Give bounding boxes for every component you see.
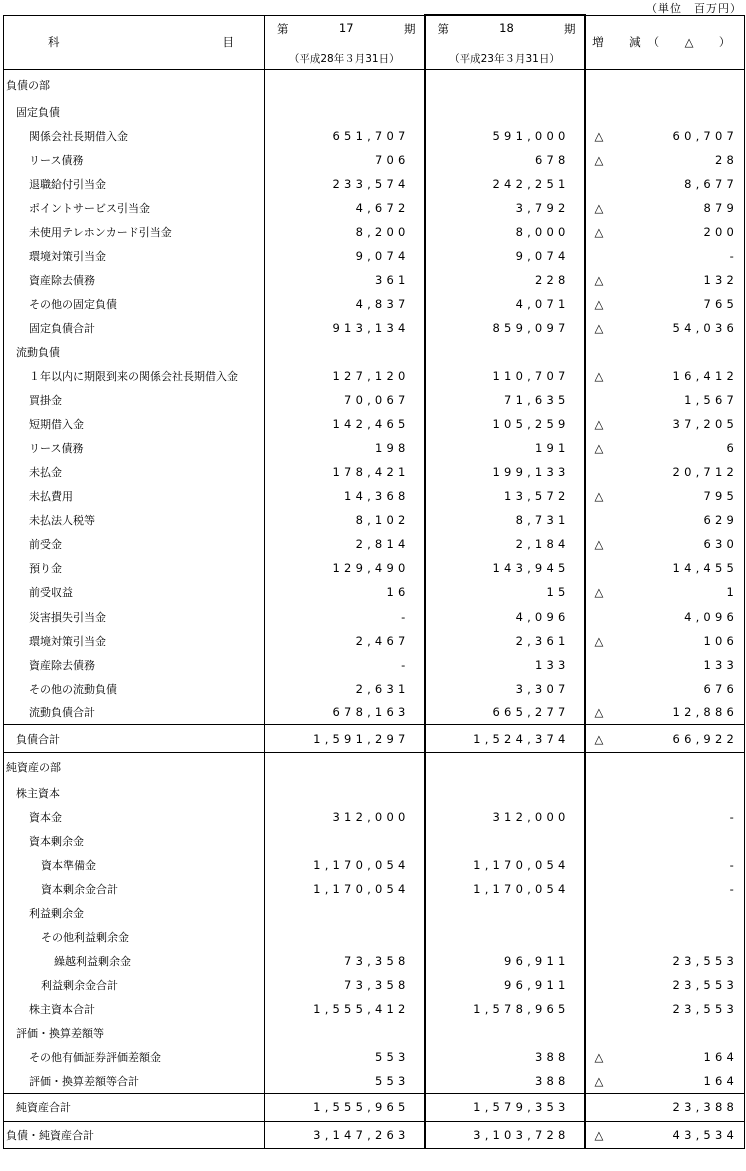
- header-period-18: [425, 15, 585, 70]
- table-row: [4, 70, 745, 100]
- change-amount: 20,712: [672, 465, 738, 480]
- header-p17-date: （平成28年３月31日）: [288, 52, 400, 65]
- decrease-mark: △: [594, 369, 604, 384]
- value-period-18: 228: [425, 268, 585, 292]
- row-label: 評価・換算差額等: [4, 1021, 265, 1045]
- change-amount: 23,388: [672, 1100, 738, 1115]
- value-period-17: 129,490: [265, 556, 425, 580]
- row-label: 負債・純資産合計: [4, 1121, 265, 1148]
- table-row: [4, 460, 745, 484]
- value-period-17: [265, 100, 425, 124]
- change-amount: 60,707: [672, 128, 738, 143]
- value-change: [585, 196, 745, 220]
- table-row: [4, 604, 745, 628]
- value-period-17: 73,358: [265, 949, 425, 973]
- value-period-17: 553: [265, 1069, 425, 1093]
- table-row: [4, 364, 745, 388]
- header-subject-right: 目: [222, 35, 234, 50]
- value-period-17: [265, 901, 425, 925]
- value-period-17: [265, 781, 425, 805]
- row-label: 買掛金: [4, 388, 265, 412]
- value-period-17: 2,631: [265, 677, 425, 701]
- row-label: 前受収益: [4, 580, 265, 604]
- value-change: [585, 100, 745, 124]
- change-amount: 200: [703, 224, 738, 239]
- value-period-18: [425, 925, 585, 949]
- decrease-mark: △: [594, 705, 604, 720]
- row-label: 退職給付引当金: [4, 172, 265, 196]
- table-row: [4, 677, 745, 701]
- header-p18-ki: 期: [563, 22, 576, 36]
- row-label: 流動負債: [4, 340, 265, 364]
- value-period-17: 361: [265, 268, 425, 292]
- change-amount: 676: [703, 681, 738, 696]
- value-period-18: 859,097: [425, 316, 585, 340]
- value-period-17: [265, 753, 425, 781]
- table-row: [4, 532, 745, 556]
- value-period-17: 9,074: [265, 244, 425, 268]
- value-period-18: 105,259: [425, 412, 585, 436]
- row-label: 利益剰余金: [4, 901, 265, 925]
- change-amount: 106: [703, 633, 738, 648]
- change-amount: 164: [703, 1074, 738, 1089]
- value-period-18: 4,071: [425, 292, 585, 316]
- row-label: 資産除去債務: [4, 268, 265, 292]
- value-change: [585, 925, 745, 949]
- table-row: [4, 1021, 745, 1045]
- header-row: [4, 15, 745, 70]
- row-label: 資本剰余金合計: [4, 877, 265, 901]
- row-label: 資本準備金: [4, 853, 265, 877]
- value-period-18: 1,170,054: [425, 853, 585, 877]
- value-change: [585, 292, 745, 316]
- value-period-17: -: [265, 653, 425, 677]
- value-period-17: 16: [265, 580, 425, 604]
- table-row: [4, 1069, 745, 1093]
- table-row: [4, 340, 745, 364]
- header-p17-dai: 第: [277, 21, 289, 36]
- row-label: 純資産合計: [4, 1093, 265, 1121]
- value-period-17: 8,200: [265, 220, 425, 244]
- value-period-18: 665,277: [425, 701, 585, 725]
- value-change: [585, 316, 745, 340]
- table-row: [4, 100, 745, 124]
- row-label: 災害損失引当金: [4, 604, 265, 628]
- value-change: [585, 460, 745, 484]
- change-amount: 6: [726, 441, 738, 456]
- value-change: [585, 1069, 745, 1093]
- row-label: リース債務: [4, 148, 265, 172]
- table-row: [4, 124, 745, 148]
- value-period-17: 678,163: [265, 701, 425, 725]
- value-period-18: 13,572: [425, 484, 585, 508]
- value-change: [585, 781, 745, 805]
- row-label: 未払費用: [4, 484, 265, 508]
- value-period-17: 706: [265, 148, 425, 172]
- row-label: その他有価証券評価差額金: [4, 1045, 265, 1069]
- decrease-mark: △: [594, 537, 604, 552]
- value-period-18: 2,184: [425, 532, 585, 556]
- table-row: [4, 701, 745, 725]
- value-change: [585, 629, 745, 653]
- value-period-17: 127,120: [265, 364, 425, 388]
- value-change: [585, 1121, 745, 1148]
- change-amount: 630: [703, 537, 738, 552]
- table-row: [4, 829, 745, 853]
- row-label: 未払金: [4, 460, 265, 484]
- table-row: [4, 148, 745, 172]
- table-row: [4, 853, 745, 877]
- row-label: 負債の部: [4, 70, 265, 100]
- value-change: [585, 901, 745, 925]
- value-change: [585, 124, 745, 148]
- row-label: ポイントサービス引当金: [4, 196, 265, 220]
- table-row: [4, 901, 745, 925]
- value-period-17: 4,837: [265, 292, 425, 316]
- table-row: [4, 412, 745, 436]
- value-period-18: [425, 100, 585, 124]
- value-change: [585, 753, 745, 781]
- value-period-18: [425, 1021, 585, 1045]
- value-period-18: 312,000: [425, 805, 585, 829]
- value-change: [585, 829, 745, 853]
- row-label: その他の流動負債: [4, 677, 265, 701]
- value-period-18: 191: [425, 436, 585, 460]
- row-label: 純資産の部: [4, 753, 265, 781]
- value-period-17: 312,000: [265, 805, 425, 829]
- value-period-18: 71,635: [425, 388, 585, 412]
- table-row: [4, 580, 745, 604]
- row-label: 預り金: [4, 556, 265, 580]
- value-period-17: 913,134: [265, 316, 425, 340]
- value-period-18: 9,074: [425, 244, 585, 268]
- row-label: 関係会社長期借入金: [4, 124, 265, 148]
- value-period-18: 96,911: [425, 973, 585, 997]
- change-amount: 1: [726, 585, 738, 600]
- change-amount: 4,096: [684, 609, 738, 624]
- table-row: [4, 508, 745, 532]
- row-label: 資産除去債務: [4, 653, 265, 677]
- table-row: [4, 196, 745, 220]
- change-amount: 765: [703, 296, 738, 311]
- row-label: その他の固定負債: [4, 292, 265, 316]
- row-label: 未使用テレホンカード引当金: [4, 220, 265, 244]
- change-amount: 12,886: [672, 705, 738, 720]
- value-period-17: [265, 70, 425, 100]
- decrease-mark: △: [594, 633, 604, 648]
- table-row: [4, 997, 745, 1021]
- decrease-mark: △: [594, 417, 604, 432]
- decrease-mark: △: [594, 1127, 604, 1142]
- value-change: [585, 220, 745, 244]
- table-row: [4, 781, 745, 805]
- value-period-18: 3,792: [425, 196, 585, 220]
- table-row: [4, 877, 745, 901]
- value-period-17: 198: [265, 436, 425, 460]
- value-change: [585, 148, 745, 172]
- change-amount: 43,534: [672, 1127, 738, 1142]
- value-period-18: 1,579,353: [425, 1093, 585, 1121]
- table-row: [4, 973, 745, 997]
- value-period-17: [265, 1021, 425, 1045]
- value-period-18: 3,103,728: [425, 1121, 585, 1148]
- change-amount: 132: [703, 272, 738, 287]
- value-change: [585, 1021, 745, 1045]
- value-period-17: -: [265, 604, 425, 628]
- value-period-17: 3,147,263: [265, 1121, 425, 1148]
- value-change: [585, 1093, 745, 1121]
- header-period-17: [265, 15, 425, 70]
- value-period-17: 14,368: [265, 484, 425, 508]
- table-row: [4, 629, 745, 653]
- row-label: 評価・換算差額等合計: [4, 1069, 265, 1093]
- value-change: [585, 997, 745, 1021]
- row-label: 利益剰余金合計: [4, 973, 265, 997]
- change-amount: 8,677: [684, 176, 738, 191]
- change-amount: 54,036: [672, 320, 738, 335]
- table-row: [4, 1045, 745, 1069]
- value-period-18: 4,096: [425, 604, 585, 628]
- value-period-18: 143,945: [425, 556, 585, 580]
- change-amount: 133: [703, 657, 738, 672]
- change-amount: 28: [714, 152, 738, 167]
- change-amount: 16,412: [672, 369, 738, 384]
- value-change: [585, 70, 745, 100]
- value-period-17: 1,170,054: [265, 877, 425, 901]
- value-period-17: [265, 829, 425, 853]
- change-amount: 1,567: [684, 393, 738, 408]
- value-period-17: 553: [265, 1045, 425, 1069]
- value-period-17: 4,672: [265, 196, 425, 220]
- header-p18-date: （平成23年３月31日）: [449, 53, 560, 65]
- table-row: [4, 949, 745, 973]
- value-change: [585, 340, 745, 364]
- value-change: [585, 653, 745, 677]
- table-row: [4, 268, 745, 292]
- value-period-18: 1,170,054: [425, 877, 585, 901]
- value-period-17: 1,170,054: [265, 853, 425, 877]
- value-period-18: 678: [425, 148, 585, 172]
- value-change: [585, 677, 745, 701]
- table-row: [4, 653, 745, 677]
- value-change: [585, 949, 745, 973]
- change-amount: 23,553: [672, 954, 738, 969]
- change-amount: -: [729, 857, 738, 872]
- value-change: [585, 244, 745, 268]
- unit-note: （単位 百万円）: [646, 2, 742, 15]
- header-subject: [4, 15, 265, 70]
- row-label: 固定負債: [4, 100, 265, 124]
- header-subject-left: 科: [48, 35, 60, 50]
- decrease-mark: △: [594, 224, 604, 239]
- value-change: [585, 580, 745, 604]
- header-p17-ki: 期: [403, 21, 416, 36]
- value-period-17: 233,574: [265, 172, 425, 196]
- row-label: 環境対策引当金: [4, 244, 265, 268]
- table-row: [4, 1093, 745, 1121]
- header-p17-num: 17: [338, 20, 354, 35]
- value-period-18: 388: [425, 1045, 585, 1069]
- value-period-18: 133: [425, 653, 585, 677]
- row-label: 繰越利益剰余金: [4, 949, 265, 973]
- value-change: [585, 805, 745, 829]
- value-change: [585, 556, 745, 580]
- value-period-17: 73,358: [265, 973, 425, 997]
- value-period-18: [425, 829, 585, 853]
- value-change: [585, 725, 745, 753]
- row-label: 環境対策引当金: [4, 629, 265, 653]
- decrease-mark: △: [594, 731, 604, 746]
- table-row: [4, 244, 745, 268]
- value-period-18: 242,251: [425, 172, 585, 196]
- value-period-17: 2,467: [265, 629, 425, 653]
- change-amount: 23,553: [672, 1002, 738, 1017]
- header-p18-dai: 第: [437, 22, 449, 36]
- value-period-18: [425, 753, 585, 781]
- table-row: [4, 1121, 745, 1148]
- value-change: [585, 604, 745, 628]
- decrease-mark: △: [594, 200, 604, 215]
- value-change: [585, 508, 745, 532]
- change-amount: -: [729, 881, 738, 896]
- value-period-18: [425, 781, 585, 805]
- table-row: [4, 220, 745, 244]
- value-period-17: [265, 925, 425, 949]
- value-period-18: 15: [425, 580, 585, 604]
- value-period-17: 651,707: [265, 124, 425, 148]
- value-change: [585, 701, 745, 725]
- table-body: [4, 70, 745, 1149]
- value-period-17: 2,814: [265, 532, 425, 556]
- row-label: 短期借入金: [4, 412, 265, 436]
- row-label: 株主資本合計: [4, 997, 265, 1021]
- change-amount: 629: [703, 513, 738, 528]
- change-amount: 879: [703, 200, 738, 215]
- value-period-17: 1,591,297: [265, 725, 425, 753]
- decrease-mark: △: [594, 272, 604, 287]
- decrease-mark: △: [594, 320, 604, 335]
- value-period-18: 1,524,374: [425, 725, 585, 753]
- balance-sheet-table: [3, 14, 745, 1149]
- value-period-18: [425, 340, 585, 364]
- table-row: [4, 753, 745, 781]
- row-label: 固定負債合計: [4, 316, 265, 340]
- change-amount: 164: [703, 1050, 738, 1065]
- value-change: [585, 364, 745, 388]
- value-change: [585, 877, 745, 901]
- value-period-17: 178,421: [265, 460, 425, 484]
- table-row: [4, 316, 745, 340]
- value-period-18: 199,133: [425, 460, 585, 484]
- row-label: リース債務: [4, 436, 265, 460]
- table-row: [4, 556, 745, 580]
- change-amount: -: [729, 809, 738, 824]
- decrease-mark: △: [594, 128, 604, 143]
- value-period-17: 142,465: [265, 412, 425, 436]
- value-period-18: 8,731: [425, 508, 585, 532]
- table-row: [4, 292, 745, 316]
- row-label: 流動負債合計: [4, 701, 265, 725]
- value-period-18: 8,000: [425, 220, 585, 244]
- decrease-mark: △: [594, 296, 604, 311]
- row-label: その他利益剰余金: [4, 925, 265, 949]
- decrease-mark: △: [594, 1050, 604, 1065]
- decrease-mark: △: [594, 152, 604, 167]
- header-change: 増 減（ △ ）: [585, 15, 745, 70]
- value-period-18: 388: [425, 1069, 585, 1093]
- value-period-18: 2,361: [425, 629, 585, 653]
- value-change: [585, 172, 745, 196]
- table-row: [4, 388, 745, 412]
- table-row: [4, 484, 745, 508]
- value-period-18: 110,707: [425, 364, 585, 388]
- table-row: [4, 805, 745, 829]
- value-change: [585, 412, 745, 436]
- value-period-18: 591,000: [425, 124, 585, 148]
- decrease-mark: △: [594, 441, 604, 456]
- row-label: 資本金: [4, 805, 265, 829]
- value-period-18: [425, 901, 585, 925]
- table-row: [4, 925, 745, 949]
- value-period-18: [425, 70, 585, 100]
- row-label: 資本剰余金: [4, 829, 265, 853]
- row-label: 前受金: [4, 532, 265, 556]
- value-change: [585, 388, 745, 412]
- row-label: 負債合計: [4, 725, 265, 753]
- table-row: [4, 725, 745, 753]
- change-amount: 23,553: [672, 978, 738, 993]
- change-amount: 37,205: [672, 417, 738, 432]
- value-period-17: 70,067: [265, 388, 425, 412]
- change-amount: 14,455: [672, 561, 738, 576]
- value-period-17: 1,555,965: [265, 1093, 425, 1121]
- value-change: [585, 484, 745, 508]
- value-change: [585, 853, 745, 877]
- value-period-18: 96,911: [425, 949, 585, 973]
- change-amount: 66,922: [672, 731, 738, 746]
- value-change: [585, 268, 745, 292]
- value-change: [585, 973, 745, 997]
- value-period-17: [265, 340, 425, 364]
- value-change: [585, 1045, 745, 1069]
- row-label: 株主資本: [4, 781, 265, 805]
- value-period-18: 3,307: [425, 677, 585, 701]
- table-row: [4, 436, 745, 460]
- value-period-17: 8,102: [265, 508, 425, 532]
- decrease-mark: △: [594, 585, 604, 600]
- change-amount: 795: [703, 489, 738, 504]
- row-label: 未払法人税等: [4, 508, 265, 532]
- header-p18-num: 18: [499, 21, 514, 35]
- change-amount: -: [729, 248, 738, 263]
- value-period-18: 1,578,965: [425, 997, 585, 1021]
- row-label: １年以内に期限到来の関係会社長期借入金: [4, 364, 265, 388]
- value-change: [585, 436, 745, 460]
- decrease-mark: △: [594, 489, 604, 504]
- table-row: [4, 172, 745, 196]
- decrease-mark: △: [594, 1074, 604, 1089]
- value-change: [585, 532, 745, 556]
- value-period-17: 1,555,412: [265, 997, 425, 1021]
